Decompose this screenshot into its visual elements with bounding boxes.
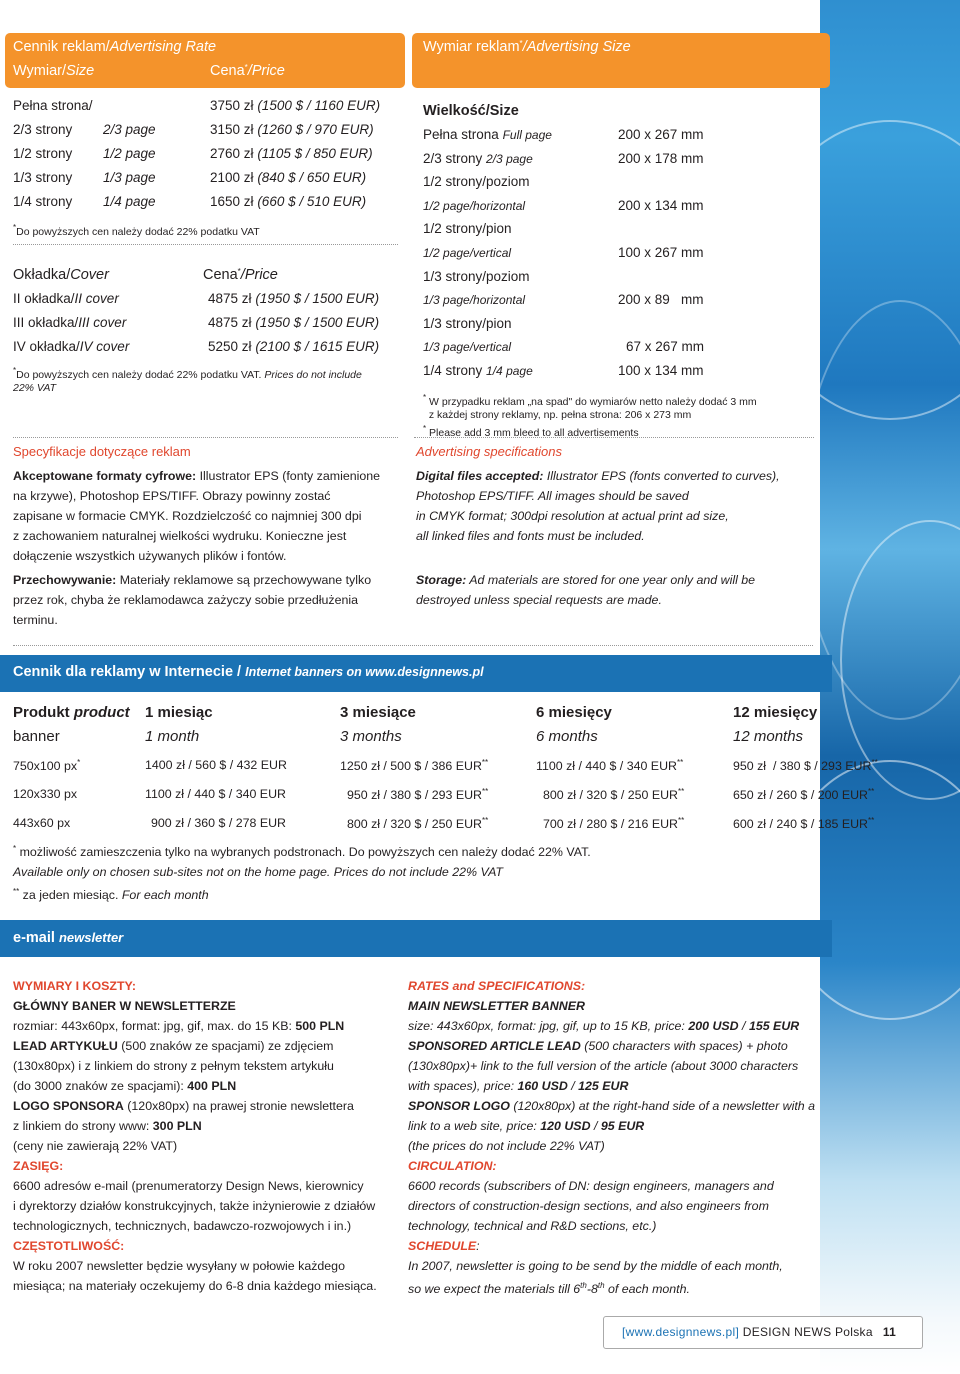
size-row-dim: 200 x 89 mm: [618, 292, 704, 307]
rate-row-price-pl: 1650 zł: [210, 194, 254, 209]
banner-price: [536, 758, 683, 773]
size-row-en: 1/2 page/horizontal: [423, 199, 526, 213]
size-row-dim: 100 x 134 mm: [618, 363, 704, 378]
banner-price-value: 950 zł / 380 $ / 293 EUR: [733, 759, 872, 773]
rate-row-size-en: 1/4 page: [103, 194, 156, 209]
size-header: Wymiar/: [13, 63, 67, 79]
banner-price: [733, 787, 874, 802]
size-note-3: Please add 3 mm bleed to all advertisements: [429, 427, 639, 439]
cover-row-price-pl: 5250 zł: [208, 339, 252, 354]
double-star-mark: **: [482, 787, 489, 796]
price-header-en: /Price: [247, 63, 285, 79]
banner-price-value: 800 zł / 320 $ / 250 EUR: [347, 817, 483, 831]
size-row-name: [423, 127, 552, 142]
banner-price: [145, 787, 286, 801]
rate-row-size-en: 2/3 page: [103, 122, 156, 137]
banner-price-value: 700 zł / 280 $ / 216 EUR: [543, 817, 679, 831]
cover-price-header: Cena: [203, 267, 238, 283]
cover-row-price-en: (2100 $ / 1615 EUR): [255, 339, 380, 354]
banner-size: [13, 758, 80, 773]
footer-url[interactable]: [www.designnews.pl]: [622, 1325, 740, 1339]
period-header-pl: 1 miesiąc: [145, 704, 213, 721]
cover-row-price-en: (1950 $ / 1500 EUR): [255, 315, 380, 330]
double-star-mark: **: [678, 816, 685, 825]
period-header-pl: 6 miesięcy: [536, 704, 612, 721]
footer: [622, 1325, 896, 1339]
rate-row-price-pl: 2100 zł: [210, 170, 254, 185]
size-note-1: W przypadku reklam „na spad" do wymiarów netto należy dodać 3 mm: [429, 396, 757, 408]
banner-price-value: 800 zł / 320 $ / 250 EUR: [543, 788, 679, 802]
rate-row-size-pl: 2/3 strony: [13, 122, 73, 137]
size-row-en: 1/4 page: [486, 364, 533, 378]
rate-title: Cennik reklam/: [13, 39, 110, 55]
rate-row-price: [210, 194, 366, 209]
rate-title-en: Advertising Rate: [109, 39, 217, 55]
newsletter-title-en: newsletter: [58, 930, 124, 945]
rate-row-price: [210, 98, 380, 113]
rate-row-price-en: (840 $ / 650 EUR): [257, 170, 367, 185]
rate-row-price-pl: 3750 zł: [210, 98, 254, 113]
price-header: Cena: [210, 63, 245, 79]
rate-row-size-pl: 1/2 strony: [13, 146, 73, 161]
cover-row-name: [13, 291, 119, 306]
rate-row-size-en: 1/3 page: [103, 170, 156, 185]
banner-price: [347, 816, 488, 831]
period-header-en: 1 month: [145, 728, 200, 745]
banner-price-value: 1250 zł / 500 $ / 386 EUR: [340, 759, 482, 773]
double-star-mark: **: [871, 758, 878, 767]
size-row-name: [423, 174, 530, 189]
cover-note-en-1: Prices do not include: [264, 369, 362, 381]
decorative-background-strip: [820, 0, 960, 1374]
cover-row-pl: IV okładka/: [13, 339, 80, 354]
newsletter-en: RATES and SPECIFICATIONS: MAIN NEWSLETTER BANNER size: 443x60px, format: jpg, gif, up to 15 KB, price: 200 USD / 155 EUR SPONSORED ARTICLE LEAD (500 characters with spaces) + photo (130x80px)+ link to the full version of the article (about 3000 characters with spaces), price: 160 USD / 125 EUR SPONSOR LOGO (120x80px) at the right-hand side of a newsletter with a link to a web site, price: 120 USD / 95 EUR (the prices do not include 22% VAT) CIRCULATION: 6600 records (subscribers of DN: design engineers, managers and directors of construction-design sections, and also engineers from technology, technical and R&D sections, etc.) SCHEDULE: In 2007, newsletter is going to be send by the middle of each month, so we expect the materials till 6th-8th of each month.: [408, 979, 816, 1296]
size-row-en: 1/3 page/horizontal: [423, 293, 526, 307]
internet-title-en: Internet banners on www.designnews.pl: [245, 665, 484, 679]
banner-price-value: 1100 zł / 440 $ / 340 EUR: [536, 759, 677, 773]
internet-notes: * możliwość zamieszczenia tylko na wybranych podstronach. Do powyższych cen należy dodać 22% VAT. Available only on chosen sub-sites not on the home page. Prices do not include 22% VAT ** za jeden miesiąc. For each month: [13, 844, 591, 902]
size-row-dim: 100 x 267 mm: [618, 245, 704, 260]
size-row-name: [423, 151, 533, 166]
period-header-pl: 12 miesięcy: [733, 704, 818, 721]
double-star-mark: **: [482, 816, 489, 825]
period-header-en: 6 months: [536, 728, 598, 745]
banner-price-value: 900 zł / 360 $ / 278 EUR: [151, 816, 287, 830]
size-row-pl: 1/4 strony: [423, 363, 483, 378]
cover-row-price-en: (1950 $ / 1500 EUR): [255, 291, 380, 306]
size-row-pl: 2/3 strony: [423, 151, 483, 166]
spec-pl-storage: Przechowywanie: Materiały reklamowe są przechowywane tylko przez rok, chyba że reklamodawca zażyczy sobie przedłużenia terminu.: [13, 573, 372, 627]
double-star-mark: **: [676, 758, 684, 767]
size-row-name: [423, 316, 512, 331]
product-col-header: Produkt: [13, 704, 74, 721]
double-star-mark: **: [868, 787, 875, 796]
cover-row-en: II cover: [74, 291, 119, 306]
rate-row-price-en: (1500 $ / 1160 EUR): [257, 98, 381, 113]
banner-size: [13, 816, 70, 830]
rate-row-price: [210, 122, 374, 137]
spec-title-en: Advertising specifications: [416, 444, 562, 459]
rate-row-price-en: (1105 $ / 850 EUR): [257, 146, 373, 161]
banner-price: [145, 758, 287, 772]
banner-price-value: 650 zł / 260 $ / 200 EUR: [733, 788, 869, 802]
banner-price: [340, 758, 488, 773]
size-row-name: [423, 221, 512, 236]
cover-note-pl: Do powyższych cen należy dodać 22% podatku VAT.: [16, 369, 262, 381]
banner-price: [347, 787, 488, 802]
double-star-mark: **: [481, 758, 489, 767]
rate-row-size-en: 1/2 page: [103, 146, 156, 161]
size-row-dim: 200 x 134 mm: [618, 198, 704, 213]
size-row-name: [423, 198, 525, 213]
newsletter-title: e-mail: [13, 930, 59, 946]
period-header-en: 12 months: [733, 728, 804, 745]
internet-title: Cennik dla reklamy w Internecie /: [13, 664, 246, 680]
rate-row-size-pl: Pełna strona/: [13, 98, 93, 113]
size-row-name: [423, 339, 511, 354]
size-row-dim: 200 x 267 mm: [618, 127, 704, 142]
cover-row-pl: III okładka/: [13, 315, 79, 330]
size-row-pl: 1/2 strony/poziom: [423, 174, 530, 189]
size-row-en: 1/2 page/vertical: [423, 246, 512, 260]
size-title: Wymiar reklam: [423, 39, 520, 55]
period-header-pl: 3 miesiące: [340, 704, 416, 721]
size-table-header: Wielkość/Size: [423, 103, 519, 119]
product-col-header-en: product: [73, 704, 130, 721]
size-row-pl: 1/2 strony/pion: [423, 221, 512, 236]
banner-size-name: 750x100 px: [13, 759, 78, 773]
banner-price-value: 600 zł / 240 $ / 185 EUR: [733, 817, 869, 831]
rate-row-size-pl: 1/3 strony: [13, 170, 73, 185]
spec-en-storage: Storage: Ad materials are stored for one year only and will be destroyed unless special requests are made.: [416, 573, 756, 607]
cover-row-price: [208, 339, 379, 354]
banner-size-name: 443x60 px: [13, 816, 71, 830]
banner-price-value: 950 zł / 380 $ / 293 EUR: [347, 788, 483, 802]
banner-price: [543, 787, 684, 802]
size-row-en: 1/3 page/vertical: [423, 340, 512, 354]
size-row-en: Full page: [502, 128, 552, 142]
cover-header-en: Cover: [70, 267, 109, 283]
size-note-2: z każdej strony reklamy, np. pełna strona: 206 x 273 mm: [428, 409, 692, 421]
spec-en-formats: Digital files accepted: Illustrator EPS (fonts converted to curves), Photoshop EPS/TIFF. All images should be saved in CMYK format; 300dpi resolution at actual print ad size, all linked files and fonts must be included.: [416, 469, 780, 543]
newsletter-pl: WYMIARY I KOSZTY: GŁÓWNY BANER W NEWSLETTERZE rozmiar: 443x60px, format: jpg, gif, max. do 15 KB: 500 PLN LEAD ARTYKUŁU (500 znaków ze spacjami) ze zdjęciem (130x80px) i z linkiem do strony z pełnym tekstem artykułu (do 3000 znaków ze spacjami): 400 PLN LOGO SPONSORA (120x80px) na prawej stronie newslettera z linkiem do strony www: 300 PLN (ceny nie zawierają 22% VAT) ZASIĘG: 6600 adresów e-mail (prenumeratorzy Design News, kierownicy i dyrektorzy działów konstrukcyjnych, także inżynierowie z działów technologicznych, technicznych, badawczo-rozwojowych i in.) CZĘSTOTLIWOŚĆ: W roku 2007 newsletter będzie wysyłany w połowie każdego miesiąca; na materiały oczekujemy do 6-8 dnia każdego miesiąca.: [13, 979, 377, 1293]
double-star-mark: **: [678, 787, 685, 796]
period-header-en: 3 months: [340, 728, 402, 745]
cover-row-price-pl: 4875 zł: [208, 315, 252, 330]
cover-header: Okładka/: [13, 267, 71, 283]
rate-row-price-en: (660 $ / 510 EUR): [257, 194, 367, 209]
footer-brand: DESIGN NEWS Polska: [739, 1325, 873, 1339]
size-row-dim: 67 x 267 mm: [626, 339, 705, 354]
product-col-sub: banner: [13, 728, 60, 745]
rate-vat-note: Do powyższych cen należy dodać 22% podatku VAT: [16, 226, 260, 238]
banner-price: [733, 816, 874, 831]
rate-row-price-en: (1260 $ / 970 EUR): [257, 122, 374, 137]
spec-title-pl: Specyfikacje dotyczące reklam: [13, 444, 191, 459]
rate-row-price-pl: 3150 zł: [210, 122, 254, 137]
rate-row-price-pl: 2760 zł: [210, 146, 254, 161]
banner-price: [733, 758, 878, 773]
page-number: 11: [882, 1325, 897, 1339]
cover-row-pl: II okładka/: [13, 291, 75, 306]
size-row-dim: 200 x 178 mm: [618, 151, 704, 166]
banner-size-sup: *: [77, 758, 81, 767]
double-star-mark: **: [868, 816, 875, 825]
newsletter-header-bar: [0, 920, 832, 957]
cover-row-price: [208, 315, 379, 330]
rate-row-size-pl: 1/4 strony: [13, 194, 73, 209]
size-row-name: [423, 245, 511, 260]
size-row-pl: 1/3 strony/poziom: [423, 269, 530, 284]
size-row-pl: Pełna strona: [423, 127, 499, 142]
rate-row-price: [210, 146, 373, 161]
size-title-en: /Advertising Size: [522, 39, 631, 55]
cover-row-name: [13, 339, 129, 354]
size-header-en: Size: [66, 63, 95, 79]
cover-row-en: III cover: [78, 315, 127, 330]
size-row-name: [423, 292, 525, 307]
size-row-name: [423, 363, 533, 378]
cover-price-header-en: /Price: [240, 267, 278, 283]
size-row-name: [423, 269, 530, 284]
cover-row-en: IV cover: [79, 339, 130, 354]
banner-price: [543, 816, 684, 831]
size-row-pl: 1/3 strony/pion: [423, 316, 512, 331]
cover-row-price-pl: 4875 zł: [208, 291, 252, 306]
cover-row-name: [13, 315, 126, 330]
spec-pl-formats: Akceptowane formaty cyfrowe: Illustrator EPS (fonty zamienione na krzywe), Photoshop EPS/TIFF. Obrazy powinny zostać zapisane w formacie CMYK. Rozdzielczość co najmniej 300 dpi z zachowaniem naturalnej wielkości wydruku. Konieczne jest dołączenie wszystkich używanych plików i fontów.: [13, 469, 381, 563]
rate-row-price: [210, 170, 366, 185]
banner-price-value: 1400 zł / 560 $ / 432 EUR: [145, 758, 287, 772]
banner-price-value: 1100 zł / 440 $ / 340 EUR: [145, 787, 286, 801]
cover-row-price: [208, 291, 379, 306]
banner-size-name: 120x330 px: [13, 787, 78, 801]
banner-size: [13, 787, 77, 801]
cover-note-en-2: 22% VAT: [13, 382, 56, 394]
banner-price: [151, 816, 286, 830]
size-row-en: 2/3 page: [486, 152, 533, 166]
